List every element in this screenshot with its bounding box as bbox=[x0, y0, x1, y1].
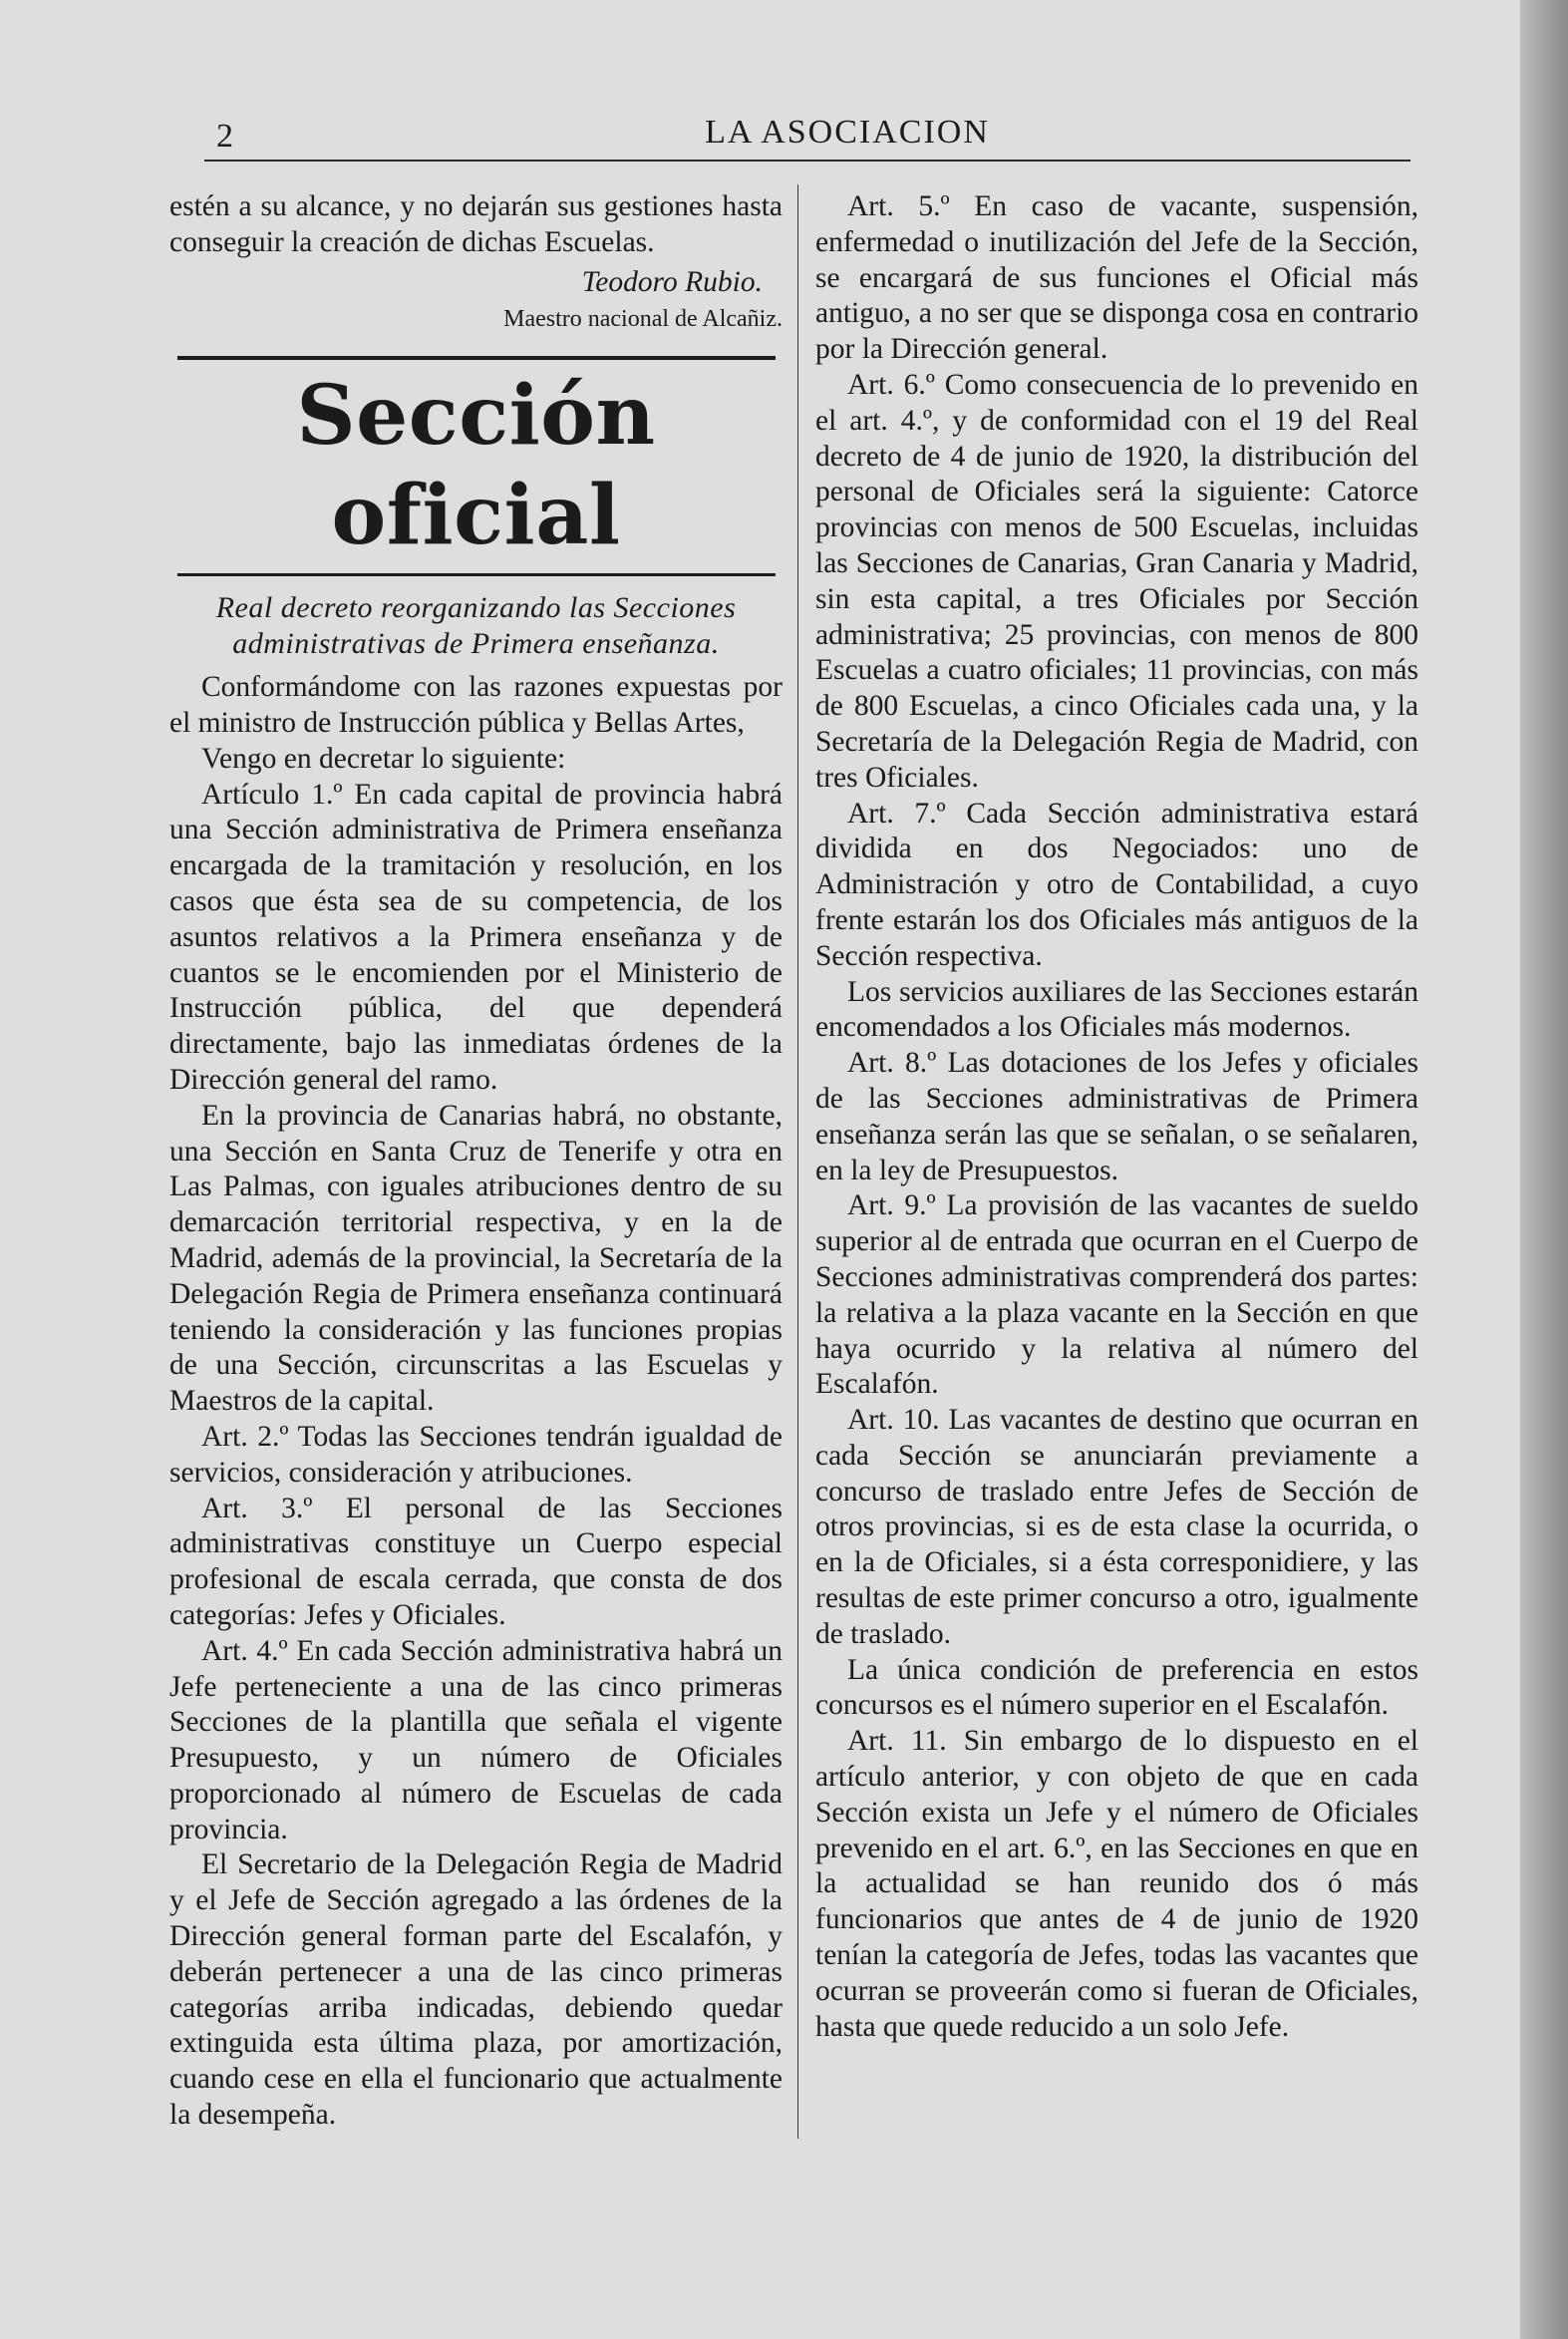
section-rule-bottom bbox=[177, 573, 776, 576]
page-edge-shadow bbox=[1520, 0, 1568, 2339]
article-6: Art. 6.º Como consecuencia de lo prevenido en el art. 4.º, y de conformidad con el 19 del Real decreto de 4 de junio de 1920, la distribución del personal de Oficiales será la siguiente: Catorce provincias con menos de 500 Escuelas, incluidas las Secciones de Canarias, Gran Canaria y Madrid, sin esta capital, a tres Oficiales por Sección administrativa; 25 provincias, con menos de 800 Escuelas a cuatro oficiales; 11 provincias, con más de 800 Escuelas, a cinco Oficiales cada una, y la Secretaría de la Delegación Regia de Madrid, con tres Oficiales. bbox=[815, 368, 1418, 794]
article-7: Art. 7.º Cada Sección administrativa estará dividida en dos Negociados: uno de Administración y otro de Contabilidad, a cuyo frente estarán los dos Oficiales más antiguos de la Sección respectiva. bbox=[815, 797, 1418, 972]
paragraph: Los servicios auxiliares de las Secciones estarán encomendados a los Oficiales más modernos. bbox=[815, 975, 1418, 1044]
article-8: Art. 8.º Las dotaciones de los Jefes y oficiales de las Secciones administrativas de Primera enseñanza serán las que se señalan, o se señalaren, en la ley de Presupuestos. bbox=[815, 1047, 1418, 1186]
section-title: Sección oficial bbox=[296, 368, 656, 564]
article-1: Artículo 1.º En cada capital de provincia habrá una Sección administrativa de Primera enseñanza encargada de la tramitación y resolución, en los casos que ésta sea de su competencia, de los asuntos relativos a la Primera enseñanza y de cuantos se le encomienden por el Ministerio de Instrucción pública, del que dependerá directamente, bajo las inmediatas órdenes de la Dirección general del ramo. bbox=[169, 778, 783, 1096]
article-2: Art. 2.º Todas las Secciones tendrán igualdad de servicios, consideración y atribuciones. bbox=[169, 1420, 783, 1489]
article-10: Art. 10. Las vacantes de destino que ocurran en cada Sección se anunciarán previamente a concurso de traslado entre Jefes de Sección de otros provincias, si es de esta clase la ocurrida, o en la de Oficiales, si a ésta corresponidiere, y las resultas de este primer concurso a otro, igualmente de traslado. bbox=[815, 1404, 1418, 1650]
page-header bbox=[204, 112, 1411, 162]
signature-name: Teodoro Rubio. bbox=[581, 265, 763, 298]
paragraph: En la provincia de Canarias habrá, no obstante, una Sección en Santa Cruz de Tenerife y otra en Las Palmas, con iguales atribuciones dentro de su demarcación territorial respectiva, y en la de Madrid, además de la provincial, la Secretaría de la Delegación Regia de Primera enseñanza continuará teniendo la consideración y las funciones propias de una Sección, circunscritas a las Escuelas y Maestros de la capital. bbox=[169, 1099, 783, 1418]
continuation-paragraph: estén a su alcance, y no dejarán sus gestiones hasta conseguir la creación de dichas Escuelas. bbox=[169, 190, 783, 258]
decree-title: Real decreto reorganizando las Secciones administrativas de Primera enseñanza. bbox=[215, 591, 737, 661]
article-3: Art. 3.º El personal de las Secciones administrativas constituye un Cuerpo especial profesional de escala cerrada, que consta de dos categorías: Jefes y Oficiales. bbox=[169, 1492, 783, 1631]
signature-place: Maestro nacional de Alcañiz. bbox=[503, 306, 783, 333]
column-divider bbox=[797, 184, 798, 2139]
left-column bbox=[169, 189, 783, 2134]
article-4: Art. 4.º En cada Sección administrativa habrá un Jefe perteneciente a una de las cinco primeras Secciones de la plantilla que señala el vigente Presupuesto, y un número de Oficiales proporcionado al número de Escuelas de cada provincia. bbox=[169, 1634, 783, 1845]
article-11: Art. 11. Sin embargo de lo dispuesto en el artículo anterior, y con objeto de que en cada Sección exista un Jefe y el número de Oficiales prevenido en el art. 6.º, en las Secciones en que en la actualidad se han reunido dos ó más funcionarios que antes de 4 de junio de 1920 tenían la categoría de Jefes, todas las vacantes que ocurran se proveerán como si fueran de Oficiales, hasta que quede reducido a un solo Jefe. bbox=[815, 1725, 1418, 2043]
page-number: 2 bbox=[216, 118, 233, 155]
paragraph: La única condición de preferencia en estos concursos es el número superior en el Escalafón. bbox=[815, 1653, 1418, 1722]
paragraph: El Secretario de la Delegación Regia de Madrid y el Jefe de Sección agregado a las órdenes de la Dirección general forman parte del Escalafón, y deberán pertenecer a una de las cinco primeras categorías arriba indicadas, debiendo quedar extinguida esta última plaza, por amortización, cuando cese en ella el funcionario que actualmente la desempeña. bbox=[169, 1848, 783, 2132]
right-column bbox=[815, 189, 1418, 2045]
running-title: LA ASOCIACION bbox=[705, 114, 990, 151]
article-9: Art. 9.º La provisión de las vacantes de sueldo superior al de entrada que ocurran en el Cuerpo de Secciones administrativas comprenderá dos partes: la relativa a la plaza vacante en la Sección en que haya ocurrido y la relativa al número del Escalafón. bbox=[815, 1189, 1418, 1401]
section-rule-top bbox=[177, 356, 776, 360]
article-5: Art. 5.º En caso de vacante, suspensión, enfermedad o inutilización del Jefe de la Sección, se encargará de sus funciones el Oficial más antiguo, a no ser que se disponga cosa en contrario por la Dirección general. bbox=[815, 190, 1418, 366]
paragraph: Vengo en decretar lo siguiente: bbox=[201, 742, 566, 775]
paragraph: Conformándome con las razones expuestas por el ministro de Instrucción pública y Bellas Artes, bbox=[169, 671, 783, 739]
